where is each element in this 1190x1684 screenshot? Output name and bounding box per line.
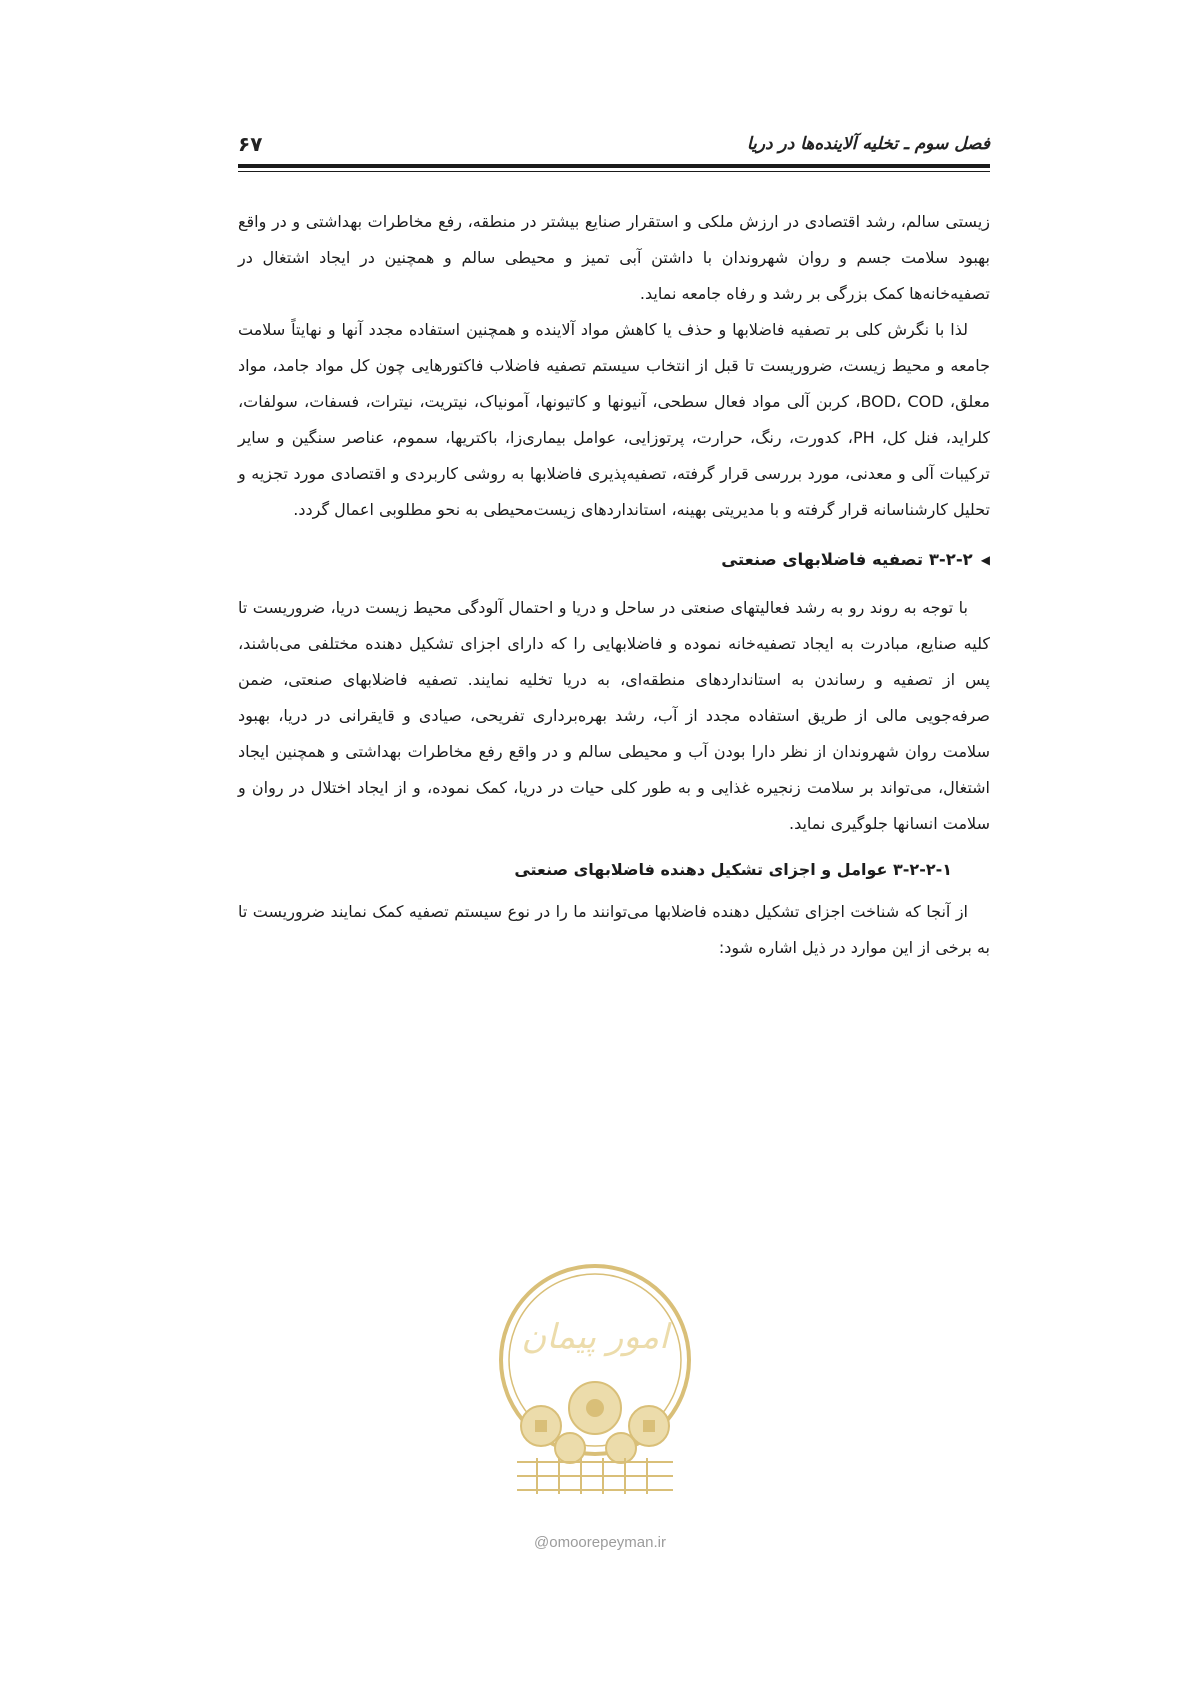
- header-rule-thin: [238, 171, 990, 172]
- section-heading-text: ۳-۲-۲ تصفیه فاضلابهای صنعتی: [721, 550, 973, 569]
- paragraph-3: با توجه به روند رو به رشد فعالیتهای صنعتی در ساحل و دریا و احتمال آلودگی محیط زیست دریا، ضروریست تا کلیه صنایع، مبادرت به ایجاد تصفیه‌خانه نموده و فاضلابهایی را که دارای اجزای تشکیل دهنده مختلفی می‌باشند، پس از تصفیه و رساندن به استانداردهای منطقه‌ای، به دریا تخلیه نمایند. تصفیه فاضلابهای صنعتی، ضمن صرفه‌جویی مالی از طریق استفاده مجدد از آب، رشد بهره‌برداری تفریحی، صیادی و قایقرانی در دریا، بهبود سلامت روان شهروندان از نظر دارا بودن آب و محیطی سالم و در واقع رفع مخاطرات بهداشتی و همچنین ایجاد اشتغال، می‌تواند بر سلامت زنجیره غذایی و به طور کلی حیات در دریا، کمک نموده، و از ایجاد اختلال در روان و سلامت انسانها جلوگیری نماید.: [238, 598, 990, 833]
- body-text: [238, 204, 990, 966]
- watermark-site: @omoorepeyman.ir: [534, 1534, 666, 1551]
- seal-lettering: امور پیمان: [521, 1317, 669, 1357]
- paragraph-1: زیستی سالم، رشد اقتصادی در ارزش ملکی و استقرار صنایع بیشتر در منطقه، رفع مخاطرات بهداشتی و در واقع بهبود سلامت جسم و روان شهروندان با داشتن آبی تمیز و محیطی سالم و همچنین در ایجاد اشتغال در تصفیه‌خانه‌ها کمک بزرگی بر رشد و رفاه جامعه نماید.: [238, 212, 990, 303]
- header-rule-thick: [238, 164, 990, 168]
- running-header: [238, 124, 990, 164]
- paragraph-4: از آنجا که شناخت اجزای تشکیل دهنده فاضلابها می‌توانند ما را در نوع سیستم تصفیه کمک نمایند ضروریست تا به برخی از این موارد در ذیل اشاره شود:: [238, 902, 990, 957]
- publisher-seal-logo: [497, 1262, 693, 1526]
- chapter-title: فصل سوم ـ تخلیه آلاینده‌ها در دریا: [746, 134, 990, 154]
- section-heading: [238, 542, 990, 578]
- paragraph-2: لذا با نگرش کلی بر تصفیه فاضلابها و حذف یا کاهش مواد آلاینده و همچنین استفاده مجدد آنها و نهایتاً سلامت جامعه و محیط زیست، ضروریست تا قبل از انتخاب سیستم تصفیه فاضلاب فاکتورهایی چون کل مواد جامد، مواد معلق، BOD، COD، کربن آلی مواد فعال سطحی، آنیونها و کاتیونها، آمونیاک، نیتریت، نیترات، فسفات، سولفات، کلراید، فنل کل، PH، کدورت، رنگ، حرارت، پرتوزایی، عوامل بیماری‌زا، باکتریها، سموم، عناصر سنگین و سایر ترکیبات آلی و معدنی، مورد بررسی قرار گرفته، تصفیه‌پذیری فاضلابها به روشی کاربردی و اقتصادی مورد تجزیه و تحلیل کارشناسانه قرار گرفته و با مدیریتی بهینه، استانداردهای زیست‌محیطی به نحو مطلوبی اعمال گردد.: [238, 320, 991, 519]
- page-number: ۶۷: [238, 132, 263, 156]
- subsection-heading: ۳-۲-۲-۱ عوامل و اجزای تشکیل دهنده فاضلابهای صنعتی: [514, 860, 952, 879]
- triangle-bullet-icon: ◀: [980, 553, 990, 567]
